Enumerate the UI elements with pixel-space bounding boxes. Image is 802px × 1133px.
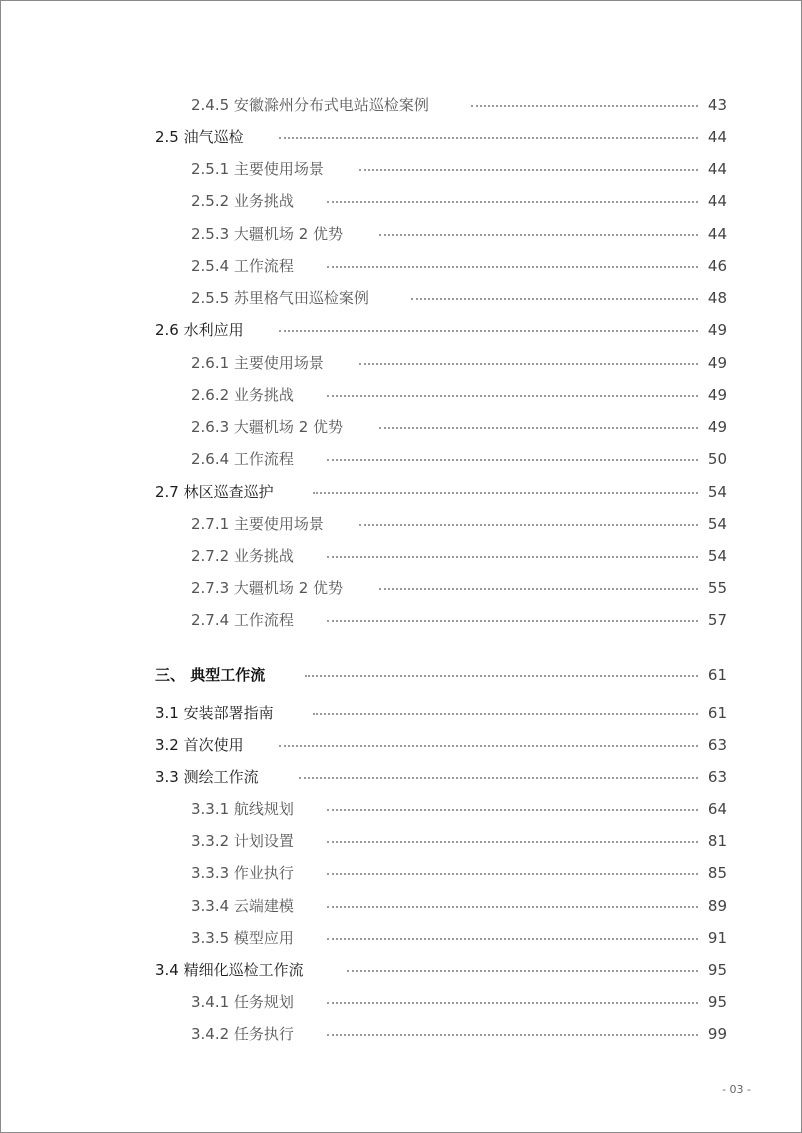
toc-entry[interactable] — [1, 765, 801, 789]
toc-entry-label: 3.1 安装部署指南 — [155, 704, 274, 722]
toc-entry[interactable] — [1, 861, 801, 885]
toc-entry-page: 61 — [707, 666, 727, 684]
dot-leader — [305, 675, 698, 677]
dot-leader — [327, 556, 698, 558]
toc-entry[interactable] — [1, 926, 801, 950]
toc-entry-label: 2.7 林区巡查巡护 — [155, 483, 274, 501]
dot-leader — [327, 906, 698, 908]
toc-entry-label: 2.7.4 工作流程 — [191, 611, 294, 629]
toc-entry[interactable] — [1, 383, 801, 407]
toc-entry[interactable] — [1, 958, 801, 982]
toc-entry[interactable] — [1, 990, 801, 1014]
toc-entry-label: 2.6.4 工作流程 — [191, 450, 294, 468]
toc-entry-label: 3.4.2 任务执行 — [191, 1025, 294, 1043]
toc-entry[interactable] — [1, 608, 801, 632]
dot-leader — [379, 588, 698, 590]
dot-leader — [327, 266, 698, 268]
toc-entry-page: 85 — [707, 864, 727, 882]
dot-leader — [327, 841, 698, 843]
toc-entry-label: 2.5.4 工作流程 — [191, 257, 294, 275]
toc-entry[interactable] — [1, 797, 801, 821]
toc-entry-label: 3.4.1 任务规划 — [191, 993, 294, 1011]
dot-leader — [299, 777, 698, 779]
toc-entry-page: 54 — [707, 515, 727, 533]
toc-entry-page: 44 — [707, 225, 727, 243]
dot-leader — [279, 137, 698, 139]
toc-entry-label: 2.5.3 大疆机场 2 优势 — [191, 225, 344, 243]
dot-leader — [327, 459, 698, 461]
toc-entry[interactable] — [1, 125, 801, 149]
dot-leader — [327, 395, 698, 397]
toc-entry-page: 61 — [707, 704, 727, 722]
toc-entry[interactable] — [1, 1022, 801, 1046]
toc-entry-page: 63 — [707, 736, 727, 754]
dot-leader — [279, 330, 698, 332]
toc-entry-label: 2.4.5 安徽滁州分布式电站巡检案例 — [191, 96, 429, 114]
toc-entry-page: 49 — [707, 321, 727, 339]
toc-entry-label: 2.5 油气巡检 — [155, 128, 244, 146]
toc-entry-label: 2.7.2 业务挑战 — [191, 547, 294, 565]
toc-entry-page: 54 — [707, 483, 727, 501]
toc-entry-label: 3.3.2 计划设置 — [191, 832, 294, 850]
toc-entry-page: 49 — [707, 354, 727, 372]
dot-leader — [327, 809, 698, 811]
toc-entry-page: 44 — [707, 192, 727, 210]
dot-leader — [359, 169, 698, 171]
dot-leader — [379, 427, 698, 429]
toc-chapter-entry[interactable] — [1, 663, 801, 687]
dot-leader — [327, 873, 698, 875]
toc-entry-label: 3.3 测绘工作流 — [155, 768, 259, 786]
toc-entry-label: 2.6 水利应用 — [155, 321, 244, 339]
toc-entry[interactable] — [1, 447, 801, 471]
dot-leader — [327, 1002, 698, 1004]
toc-entry-page: 46 — [707, 257, 727, 275]
toc-entry-label: 3.3.4 云端建模 — [191, 897, 294, 915]
toc-entry-page: 50 — [707, 450, 727, 468]
toc-entry-page: 91 — [707, 929, 727, 947]
toc-entry[interactable] — [1, 829, 801, 853]
toc-entry[interactable] — [1, 480, 801, 504]
toc-entry-page: 81 — [707, 832, 727, 850]
toc-entry[interactable] — [1, 286, 801, 310]
toc-entry[interactable] — [1, 189, 801, 213]
toc-entry[interactable] — [1, 318, 801, 342]
toc-entry-label: 3.3.1 航线规划 — [191, 800, 294, 818]
toc-entry-page: 64 — [707, 800, 727, 818]
toc-entry-page: 49 — [707, 418, 727, 436]
dot-leader — [471, 105, 698, 107]
toc-entry[interactable] — [1, 894, 801, 918]
toc-entry[interactable] — [1, 544, 801, 568]
toc-chapter-label: 三、 典型工作流 — [155, 666, 266, 684]
table-of-contents — [1, 1, 801, 1132]
toc-entry-page: 95 — [707, 993, 727, 1011]
toc-entry-label: 2.6.3 大疆机场 2 优势 — [191, 418, 344, 436]
toc-entry-page: 95 — [707, 961, 727, 979]
toc-entry-label: 3.4 精细化巡检工作流 — [155, 961, 304, 979]
toc-entry-label: 2.6.2 业务挑战 — [191, 386, 294, 404]
dot-leader — [359, 524, 698, 526]
toc-entry-page: 48 — [707, 289, 727, 307]
toc-entry-page: 63 — [707, 768, 727, 786]
toc-entry-page: 57 — [707, 611, 727, 629]
toc-entry-page: 44 — [707, 128, 727, 146]
dot-leader — [279, 745, 698, 747]
dot-leader — [327, 938, 698, 940]
toc-entry-label: 3.2 首次使用 — [155, 736, 244, 754]
dot-leader — [411, 298, 698, 300]
toc-entry[interactable] — [1, 512, 801, 536]
toc-entry-page: 54 — [707, 547, 727, 565]
toc-entry-page: 49 — [707, 386, 727, 404]
toc-entry[interactable] — [1, 576, 801, 600]
toc-entry-page: 55 — [707, 579, 727, 597]
toc-entry[interactable] — [1, 254, 801, 278]
toc-entry-page: 44 — [707, 160, 727, 178]
toc-entry[interactable] — [1, 93, 801, 117]
toc-entry[interactable] — [1, 351, 801, 375]
toc-entry-label: 2.5.1 主要使用场景 — [191, 160, 324, 178]
toc-entry-label: 2.5.2 业务挑战 — [191, 192, 294, 210]
toc-entry-page: 99 — [707, 1025, 727, 1043]
toc-entry[interactable] — [1, 701, 801, 725]
toc-entry-label: 2.7.3 大疆机场 2 优势 — [191, 579, 344, 597]
toc-entry[interactable] — [1, 157, 801, 181]
toc-entry[interactable] — [1, 733, 801, 757]
dot-leader — [379, 234, 698, 236]
dot-leader — [347, 970, 698, 972]
toc-entry-label: 2.5.5 苏里格气田巡检案例 — [191, 289, 369, 307]
dot-leader — [359, 363, 698, 365]
dot-leader — [327, 620, 698, 622]
page-footer-number: - 03 - — [722, 1083, 751, 1096]
toc-entry-label: 3.3.3 作业执行 — [191, 864, 294, 882]
toc-entry[interactable] — [1, 222, 801, 246]
toc-entry-label: 3.3.5 模型应用 — [191, 929, 294, 947]
dot-leader — [327, 1034, 698, 1036]
toc-entry[interactable] — [1, 415, 801, 439]
toc-entry-label: 2.6.1 主要使用场景 — [191, 354, 324, 372]
toc-entry-page: 43 — [707, 96, 727, 114]
toc-entry-page: 89 — [707, 897, 727, 915]
dot-leader — [327, 201, 698, 203]
toc-entry-label: 2.7.1 主要使用场景 — [191, 515, 324, 533]
dot-leader — [313, 492, 698, 494]
dot-leader — [313, 713, 698, 715]
